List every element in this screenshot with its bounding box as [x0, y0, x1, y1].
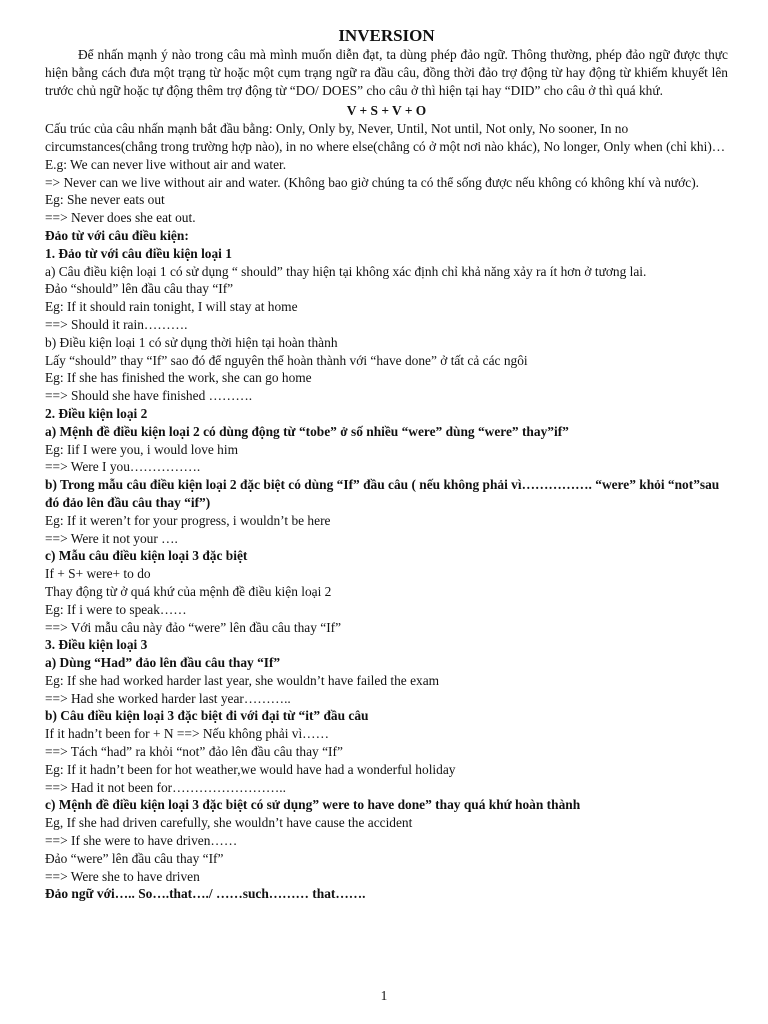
document-page [45, 26, 728, 903]
text-line: E.g: We can never live without air and water. [45, 156, 287, 172]
text-line: => Never can we live without air and water. (Không bao giờ chúng ta có thể sống được nếu không có không khí và nước). [45, 174, 700, 190]
text-line: ==> Should it rain………. [45, 316, 188, 332]
document-title: INVERSION [338, 26, 435, 45]
text-line: ==> If she were to have driven…… [45, 833, 238, 849]
text-line: ==> Tách “had” ra khỏi “not” đảo lên đầu câu thay “If” [45, 744, 343, 760]
text-line: If + S+ were+ to do [45, 566, 151, 582]
section-heading: Đảo từ với câu điều kiện: [45, 227, 189, 243]
text-line: ==> Never does she eat out. [45, 210, 196, 226]
text-line: Đảo “should” lên đầu câu thay “If” [45, 281, 234, 297]
text-line: Eg: If she has finished the work, she can go home [45, 370, 312, 386]
text-line: Cấu trúc của câu nhấn mạnh bắt đầu bằng: Only, Only by, Never, Until, Not until, Not only, No sooner, In no circumstances(chẳng trong trường hợp nào), in no where else(chẳng có ở một nơi nào khác), No longer, Only when (chỉ khi)… [45, 121, 726, 154]
text-line: Eg: If i were to speak…… [45, 601, 187, 617]
text-line: If it hadn’t been for + N ==> Nếu không phải vì…… [45, 726, 329, 742]
text-line: ==> Were she to have driven [45, 868, 200, 884]
section-heading: c) Mẫu câu điều kiện loại 3 đặc biệt [45, 548, 248, 564]
text-line: Eg: If she had worked harder last year, she wouldn’t have failed the exam [45, 672, 440, 688]
text-line: ==> Were it not your …. [45, 530, 178, 546]
text-line: Thay động từ ở quá khứ của mệnh đề điều kiện loại 2 [45, 583, 332, 599]
text-line: Lấy “should” thay “If” sao đó để nguyên thể hoàn thành với “have done” ở tất cả các ngôi [45, 352, 528, 368]
page-number: 1 [380, 988, 388, 1003]
section-heading: Đảo ngữ với….. So….that…./ ……such……… that……. [45, 886, 366, 902]
text-line: b) Điều kiện loại 1 có sử dụng thời hiện tại hoàn thành [45, 334, 338, 350]
section-heading: 1. Đảo từ với câu điều kiện loại 1 [45, 245, 232, 261]
text-line: ==> Had she worked harder last year……….. [45, 690, 291, 706]
text-line: Eg: If it weren’t for your progress, i wouldn’t be here [45, 512, 331, 528]
section-heading: 2. Điều kiện loại 2 [45, 405, 148, 421]
text-line: Eg: If it hadn’t been for hot weather,we would have had a wonderful holiday [45, 761, 456, 777]
text-line: Eg, If she had driven carefully, she wouldn’t have cause the accident [45, 815, 413, 831]
section-heading: 3. Điều kiện loại 3 [45, 637, 148, 653]
text-line: a) Câu điều kiện loại 1 có sử dụng “ should” thay hiện tại không xác định chỉ khả năng xảy ra ít hơn ở tương lai. [45, 263, 647, 279]
text-line: Eg: She never eats out [45, 192, 165, 208]
section-heading: b) Câu điều kiện loại 3 đặc biệt đi với đại từ “it” đầu câu [45, 708, 369, 724]
text-line: Eg: Iif I were you, i would love him [45, 441, 239, 457]
document-body [45, 120, 728, 903]
structure-formula: V + S + V + O [346, 103, 427, 119]
section-heading: a) Dùng “Had” đảo lên đầu câu thay “If” [45, 655, 281, 671]
text-line: ==> Had it not been for…………………….. [45, 779, 286, 795]
text-line: Eg: If it should rain tonight, I will stay at home [45, 299, 298, 315]
text-line: Đảo “were” lên đầu câu thay “If” [45, 850, 224, 866]
section-heading: c) Mệnh đề điều kiện loại 3 đặc biệt có sử dụng” were to have done” thay quá khứ hoàn thành [45, 797, 581, 813]
section-heading: b) Trong mẫu câu điều kiện loại 2 đặc biệt có dùng “If” đầu câu ( nếu không phải vì……………. “were” khỏi “not”sau đó đảo lên đầu câu thay “if”) [45, 477, 720, 510]
text-line: ==> Were I you……………. [45, 459, 201, 475]
intro-paragraph: Để nhấn mạnh ý nào trong câu mà mình muốn diễn đạt, ta dùng phép đảo ngữ. Thông thường, phép đảo ngữ được thực hiện bằng cách đưa một trạng từ hoặc một cụm trạng ngữ ra đầu câu, đồng thời đảo trợ động từ hay động từ khiếm khuyết lên trước chủ ngữ hoặc tự động thêm trợ động từ “DO/ DOES” cho câu ở thì hiện tại hay “DID” cho câu ở thì quá khứ. [45, 47, 728, 98]
text-line: ==> Should she have finished ………. [45, 388, 253, 404]
text-line: ==> Với mẫu câu này đảo “were” lên đầu câu thay “If” [45, 619, 342, 635]
section-heading: a) Mệnh đề điều kiện loại 2 có dùng động từ “tobe” ở số nhiều “were” dùng “were” thay”if” [45, 423, 569, 439]
